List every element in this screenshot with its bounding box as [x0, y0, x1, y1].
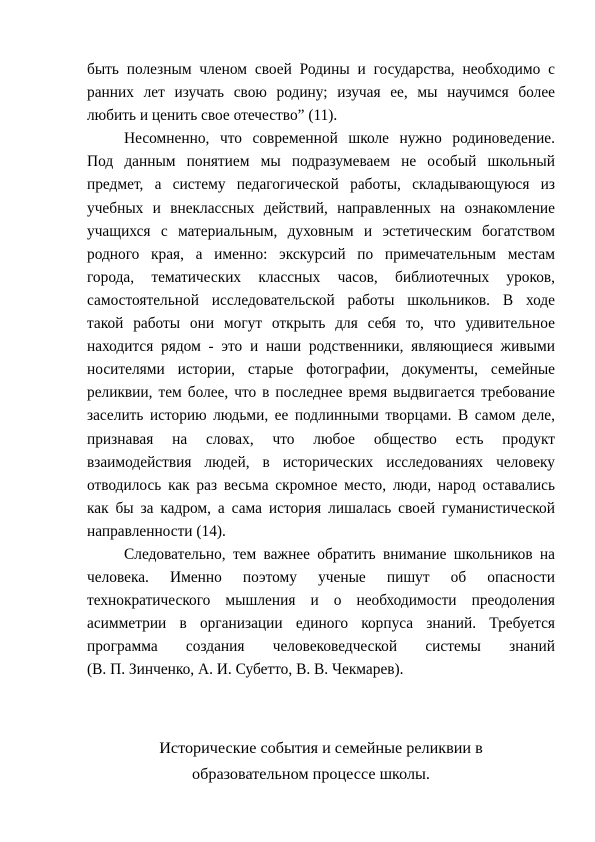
- body-text: [87, 58, 555, 682]
- text-line: признавая на словах, что любое общество есть продукт: [87, 430, 555, 448]
- text-line: заселить историю людьми, ее подлинными творцами. В самом деле,: [87, 407, 555, 425]
- heading-line-2: образовательном процессе школы.: [192, 765, 430, 783]
- text-line: такой работы они могут открыть для себя то, что удивительное: [87, 315, 555, 333]
- text-line: предмет, а систему педагогической работы, складывающуюся из: [87, 176, 555, 194]
- text-line: Несомненно, что современной школе нужно родиноведение.: [124, 130, 555, 148]
- text-line: Следовательно, тем важнее обратить внимание школьников на: [124, 545, 555, 563]
- text-line: самостоятельной исследовательской работы школьников. В ходе: [87, 291, 555, 309]
- text-line: родного края, а именно: экскурсий по примечательным местам: [87, 245, 555, 263]
- text-line: носителями истории, старые фотографии, документы, семейные: [87, 361, 555, 379]
- text-line: (В. П. Зинченко, А. И. Субетто, В. В. Чекмарев).: [87, 661, 404, 679]
- text-line: программа создания человековедческой системы знаний: [87, 638, 555, 656]
- text-line: ранних лет изучать свою родину; изучая ее, мы научимся более: [87, 84, 555, 102]
- paragraph-2: [87, 127, 555, 543]
- paragraph-3: [87, 543, 555, 682]
- text-line: учебных и внеклассных действий, направленных на ознакомление: [87, 199, 555, 217]
- text-line: Под данным понятием мы подразумеваем не особый школьный: [87, 153, 555, 171]
- paragraph-1: [87, 58, 555, 127]
- text-line: быть полезным членом своей Родины и государства, необходимо с: [87, 61, 555, 78]
- heading-line-1: Исторические события и семейные реликвии в: [159, 739, 483, 757]
- text-line: отводилось как раз весьма скромное место, люди, народ оставались: [87, 476, 555, 494]
- text-line: человека. Именно поэтому ученые пишут об опасности: [87, 569, 555, 587]
- text-line: любить и ценить свое отечество” (11).: [87, 107, 338, 125]
- text-line: технократического мышления и о необходимости преодоления: [87, 592, 555, 610]
- text-line: как бы за кадром, а сама история лишалась своей гуманистической: [87, 499, 555, 517]
- text-line: города, тематических классных часов, библиотечных уроков,: [87, 268, 555, 286]
- text-line: взаимодействия людей, в исторических исследованиях человеку: [87, 453, 555, 471]
- section-heading: [87, 735, 555, 787]
- text-line: реликвии, тем более, что в последнее время выдвигается требование: [87, 384, 555, 402]
- text-line: асимметрии в организации единого корпуса знаний. Требуется: [87, 615, 555, 633]
- text-line: находится рядом - это и наши родственники, являющиеся живыми: [87, 338, 555, 356]
- text-line: направленности (14).: [87, 522, 226, 540]
- text-line: учащихся с материальным, духовным и эстетическим богатством: [87, 222, 555, 240]
